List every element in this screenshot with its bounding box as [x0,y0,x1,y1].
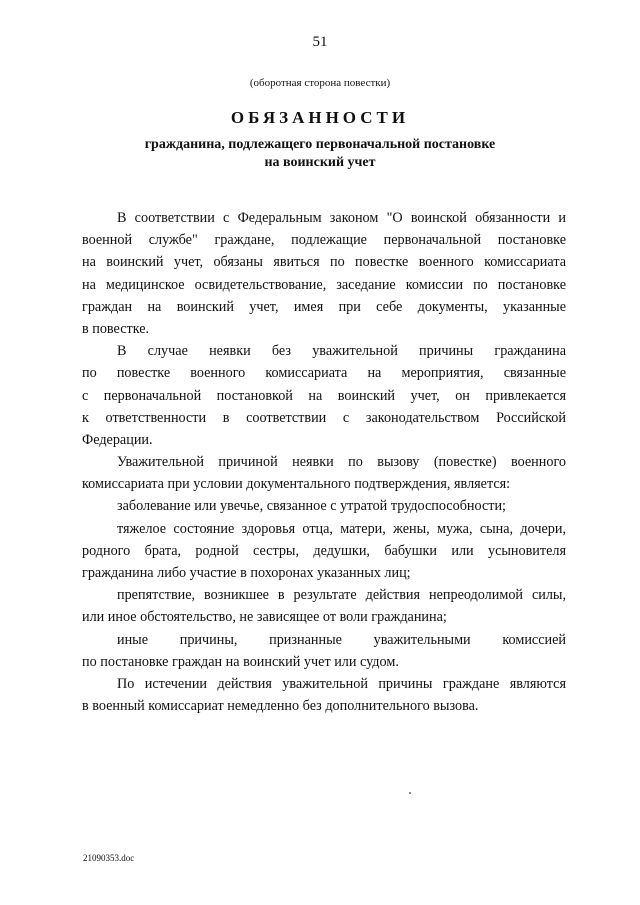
text-line: в военный комиссариат немедленно без дополнительного вызова. [82,698,479,715]
paragraph [82,495,566,517]
text-line: граждан на воинский учет, имея при себе документы, указанные [82,298,566,315]
text-line: По истечении действия уважительной причины граждане являются [117,675,566,692]
text-line: к ответственности в соответствии с законодательством Российской [82,409,566,426]
page-number: 51 [312,34,328,50]
text-line: или иное обстоятельство, не зависящее от воли гражданина; [82,609,447,626]
scan-speck [409,792,411,794]
text-line: В случае неявки без уважительной причины гражданина [117,343,566,360]
paragraph [82,207,566,340]
text-line: тяжелое состояние здоровья отца, матери, жены, мужа, сына, дочери, [117,520,566,537]
paragraph [82,451,566,495]
back-side-note: (оборотная сторона повестки) [249,77,391,89]
text-line: с первоначальной постановкой на воинский учет, он привлекается [82,387,566,404]
text-line: заболевание или увечье, связанное с утратой трудоспособности; [117,498,506,515]
subheading-line: на воинский учет [264,155,376,170]
text-line: на медицинское освидетельствование, заседание комиссии по постановке [82,276,566,293]
text-line: препятствие, возникшее в результате действия непреодолимой силы, [117,587,566,604]
paragraph [82,340,566,451]
text-line: иные причины, признанные уважительными комиссией [117,631,566,648]
text-line: Федерации. [82,431,153,448]
subheading-line: гражданина, подлежащего первоначальной постановке [144,137,496,152]
text-line: по постановке граждан на воинский учет или судом. [82,653,399,670]
text-line: Уважительной причиной неявки по вызову (повестке) военного [117,454,566,471]
text-line: в повестке. [82,320,150,337]
text-line: по повестке военного комиссариата на мероприятия, связанные [82,365,566,382]
paragraph [82,673,566,717]
document-subheading [0,136,640,172]
file-name-footer: 21090353.doc [83,853,135,863]
text-line: гражданина либо участие в похоронах указанных лиц; [82,565,411,581]
text-line: В соответствии с Федеральным законом "О воинской обязанности и [117,210,566,226]
document-body [82,207,566,717]
text-line: родного брата, родной сестры, дедушки, бабушки или усыновителя [82,542,566,559]
document-heading: ОБЯЗАННОСТИ [230,108,410,127]
paragraph [82,629,566,673]
paragraph [82,584,566,628]
text-line: на воинский учет, обязаны явиться по повестке военного комиссариата [82,254,566,271]
text-line: военной службе" граждане, подлежащие первоначальной постановке [82,232,566,249]
paragraph [82,518,566,585]
text-line: комиссариата при условии документального подтверждения, является: [82,476,511,493]
